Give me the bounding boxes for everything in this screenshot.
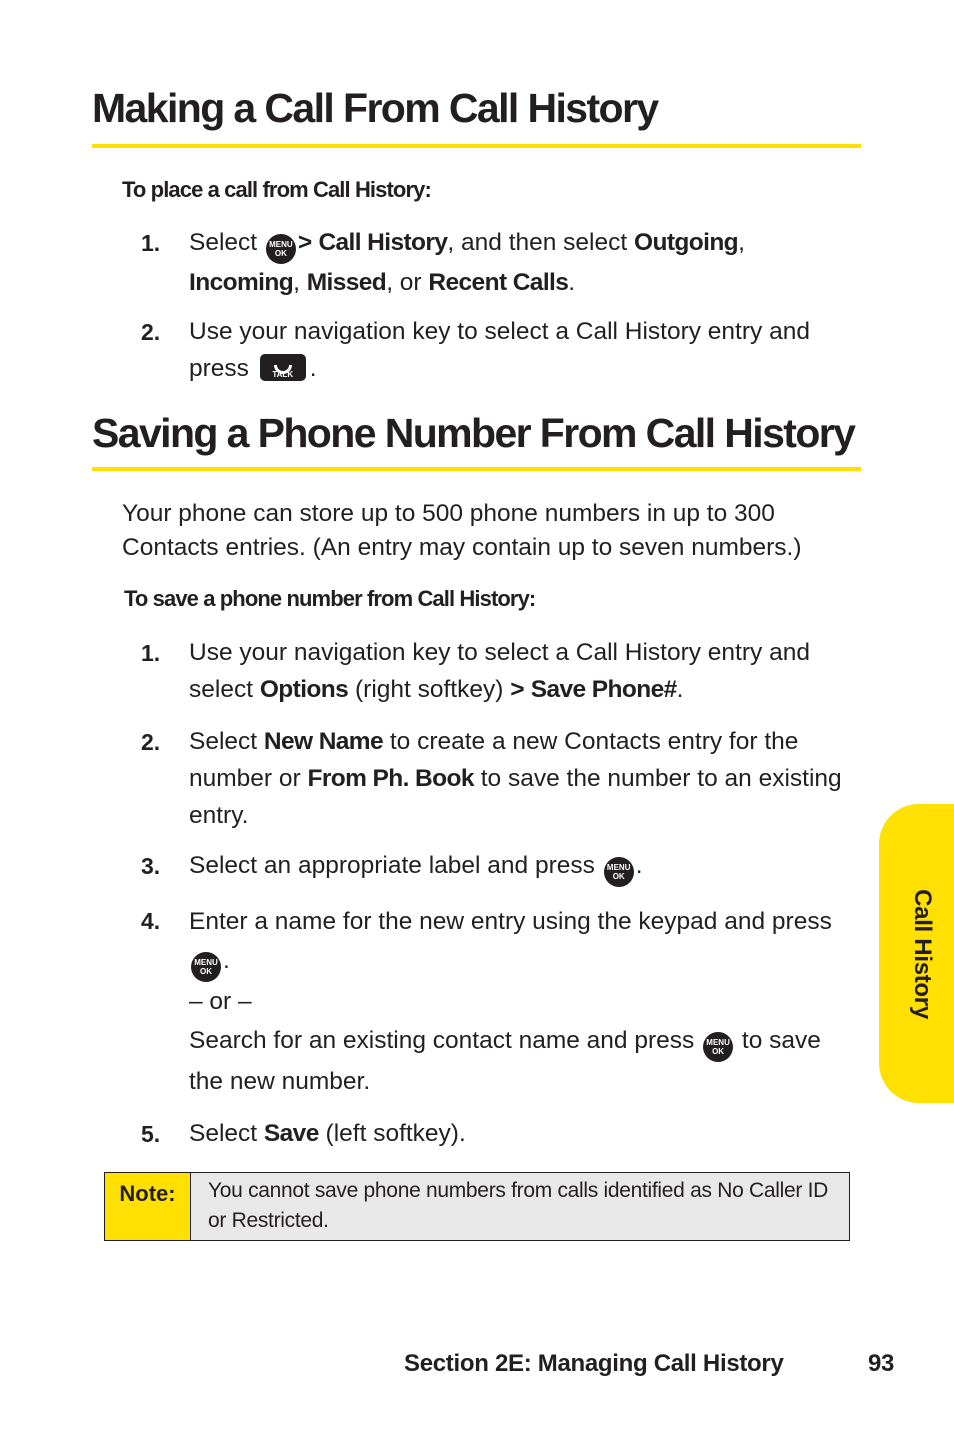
menu-item-recent-calls: Recent Calls (428, 269, 569, 296)
step-text: Enter a name for the new entry using the keypad and press MENU OK . – or – Search for an existing contact name and press MENU OK to save the new number. (189, 908, 832, 1095)
step-text: Select MENU OK > Call History, and then select Outgoing, Incoming, Missed, or Recent Calls. (189, 229, 745, 296)
step-text: Select New Name to create a new Contacts entry for the number or From Ph. Book to save the number to an existing entry. (189, 728, 842, 829)
softkey-save: Save (263, 1120, 319, 1147)
title-rule (92, 467, 861, 471)
step-number: 4. (141, 908, 161, 934)
menu-ok-key-icon: MENU OK (703, 1032, 733, 1062)
step-number: 3. (141, 853, 161, 879)
arrow-glyph: > (510, 676, 524, 703)
menu-item-save-phone: Save Phone# (530, 676, 677, 703)
subheading-save-number: To save a phone number from Call History: (124, 586, 536, 611)
arrow-glyph: > (297, 229, 312, 256)
step-text: Select (189, 229, 258, 256)
step-number: 5. (141, 1121, 161, 1147)
step-number: 1. (141, 230, 161, 256)
step-text: Select Save (left softkey). (189, 1120, 466, 1147)
subheading-place-call: To place a call from Call History: (122, 177, 431, 202)
step-number: 2. (141, 319, 161, 345)
note-label: Note: (105, 1173, 191, 1240)
menu-ok-key-icon: MENU OK (604, 857, 634, 887)
footer-section-title: Section 2E: Managing Call History (404, 1350, 784, 1377)
section-title-making-a-call: Making a Call From Call History (92, 85, 658, 131)
intro-paragraph: Your phone can store up to 500 phone numbers in up to 300 Contacts entries. (An entry may contain up to seven numbers.) (122, 500, 802, 561)
menu-item-new-name: New Name (263, 728, 384, 755)
page-number: 93 (868, 1350, 895, 1377)
menu-item-incoming: Incoming (189, 269, 294, 296)
menu-item-outgoing: Outgoing (634, 229, 739, 256)
step-number: 2. (141, 729, 161, 755)
menu-item-missed: Missed (306, 269, 387, 296)
step-text: Use your navigation key to select a Call History entry and select Options (right softkey) > Save Phone#. (189, 639, 810, 703)
section-side-tab (879, 804, 954, 1103)
note-text: You cannot save phone numbers from calls identified as No Caller ID or Restricted. (191, 1173, 849, 1240)
softkey-options: Options (259, 676, 349, 703)
menu-ok-key-icon: MENU OK (191, 952, 221, 982)
note-box (104, 1172, 850, 1241)
menu-item-from-ph-book: From Ph. Book (307, 765, 474, 792)
or-separator: – or – (189, 988, 252, 1015)
title-rule (92, 144, 861, 148)
section-title-saving-number: Saving a Phone Number From Call History (92, 410, 855, 456)
menu-ok-key-icon: MENU OK (266, 234, 296, 264)
step-text: Select an appropriate label and press MENU OK . (189, 847, 861, 887)
step-text: Use your navigation key to select a Call History entry and press TALK . (189, 318, 810, 382)
menu-item-call-history: Call History (318, 229, 448, 256)
step-number: 1. (141, 640, 161, 666)
side-tab-label: Call History (909, 889, 936, 1019)
talk-key-icon: TALK (260, 354, 306, 381)
